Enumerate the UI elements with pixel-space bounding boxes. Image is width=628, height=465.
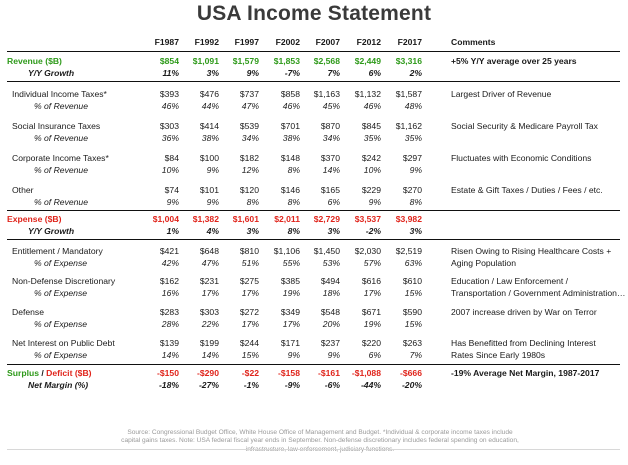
line-item-value: $1,163 (313, 89, 340, 99)
line-item-comment: Education / Law Enforcement / (451, 276, 569, 286)
surplus-label (7, 368, 92, 378)
line-item-value: $701 (280, 121, 300, 131)
line-item-label: Other (12, 185, 34, 195)
percent-value: 15% (404, 319, 422, 329)
percent-value: 22% (201, 319, 219, 329)
line-item-label: Social Insurance Taxes (12, 121, 101, 131)
percent-value: 36% (161, 133, 179, 143)
growth-value: 9% (246, 68, 259, 78)
surplus-top-rule (7, 364, 620, 365)
line-item-value: $1,106 (273, 246, 300, 256)
line-item-value: $858 (280, 89, 300, 99)
revenue-value: $1,091 (192, 56, 219, 66)
percent-value: 8% (287, 197, 300, 207)
line-item-value: $1,132 (354, 89, 381, 99)
net-margin-value: -27% (198, 380, 219, 390)
surplus-word: Surplus (7, 368, 39, 378)
percent-value: 46% (161, 101, 179, 111)
percent-value: 14% (322, 165, 340, 175)
percent-row (0, 165, 628, 178)
header-rule (7, 51, 620, 52)
line-item-value: $297 (402, 153, 422, 163)
net-margin-value: -1% (243, 380, 259, 390)
percent-value: 9% (166, 197, 179, 207)
percent-label: % of Revenue (34, 165, 88, 175)
growth-value: 11% (162, 68, 179, 78)
revenue-rule (7, 81, 620, 82)
surplus-value: -$666 (400, 368, 422, 378)
line-item-value: $1,450 (313, 246, 340, 256)
growth-value: 3% (246, 226, 259, 236)
line-item-value: $162 (159, 276, 179, 286)
line-item-value: $414 (199, 121, 219, 131)
line-item-value: $810 (239, 246, 259, 256)
percent-value: 17% (241, 319, 259, 329)
percent-value: 46% (363, 101, 381, 111)
line-item-comment: Fluctuates with Economic Conditions (451, 153, 592, 163)
percent-row (0, 133, 628, 146)
percent-value: 8% (246, 197, 259, 207)
percent-value: 47% (201, 258, 219, 268)
line-item-value: $610 (402, 276, 422, 286)
line-item-value: $648 (199, 246, 219, 256)
percent-row (0, 101, 628, 114)
year-header: F1987 (154, 37, 179, 47)
percent-value: 44% (201, 101, 219, 111)
percent-value: 53% (322, 258, 340, 268)
line-item-value: $171 (280, 338, 300, 348)
percent-value: 55% (282, 258, 300, 268)
percent-value: 34% (322, 133, 340, 143)
surplus-value: -$158 (278, 368, 300, 378)
growth-value: 3% (327, 226, 340, 236)
surplus-separator: / (39, 368, 47, 378)
percent-value: 63% (404, 258, 422, 268)
percent-value: 34% (241, 133, 259, 143)
percent-row (0, 319, 628, 332)
line-item-value: $1,587 (395, 89, 422, 99)
percent-value: 9% (206, 197, 219, 207)
line-item-value: $148 (280, 153, 300, 163)
growth-value: 6% (368, 68, 381, 78)
year-header: F2012 (356, 37, 381, 47)
line-item-value: $421 (159, 246, 179, 256)
percent-value: 17% (201, 288, 219, 298)
percent-value: 35% (404, 133, 422, 143)
surplus-value: -$161 (318, 368, 340, 378)
line-item-value: $74 (164, 185, 179, 195)
line-item-value: $231 (199, 276, 219, 286)
line-item-value: $349 (280, 307, 300, 317)
line-item-value: $283 (159, 307, 179, 317)
percent-label: % of Revenue (34, 101, 88, 111)
line-item-value: $870 (320, 121, 340, 131)
line-item-value: $146 (280, 185, 300, 195)
expense-value: $3,982 (395, 214, 422, 224)
line-item-value: $548 (320, 307, 340, 317)
growth-value: 2% (409, 68, 422, 78)
line-item-value: $272 (239, 307, 259, 317)
percent-value: 10% (161, 165, 179, 175)
line-item-value: $242 (361, 153, 381, 163)
percent-value: 57% (363, 258, 381, 268)
expense-value: $1,382 (192, 214, 219, 224)
line-item-label: Entitlement / Mandatory (12, 246, 103, 256)
footer-rule (7, 449, 620, 450)
line-item-value: $199 (199, 338, 219, 348)
line-item-value: $101 (199, 185, 219, 195)
comments-header: Comments (451, 37, 496, 47)
percent-value: 38% (282, 133, 300, 143)
line-item-value: $671 (361, 307, 381, 317)
growth-value: 1% (166, 226, 179, 236)
growth-value: 3% (409, 226, 422, 236)
percent-label: % of Revenue (34, 133, 88, 143)
line-item-value: $139 (159, 338, 179, 348)
percent-value: 42% (161, 258, 179, 268)
expense-value: $2,011 (274, 214, 300, 224)
percent-value: 28% (161, 319, 179, 329)
line-item-value: $84 (164, 153, 179, 163)
percent-row (0, 288, 628, 301)
revenue-value: $854 (159, 56, 179, 66)
year-header: F2002 (275, 37, 300, 47)
expense-rule (7, 239, 620, 240)
line-item-value: $616 (361, 276, 381, 286)
line-item-value: $220 (361, 338, 381, 348)
line-item-value: $476 (199, 89, 219, 99)
percent-value: 38% (201, 133, 219, 143)
percent-value: 6% (368, 350, 381, 360)
line-item-comment: Transportation / Government Administration… (451, 288, 626, 298)
line-item-label: Individual Income Taxes* (12, 89, 107, 99)
percent-value: 18% (322, 288, 340, 298)
percent-value: 14% (161, 350, 179, 360)
year-header: F1992 (194, 37, 219, 47)
revenue-comment: +5% Y/Y average over 25 years (451, 56, 577, 66)
net-margin-value: -9% (284, 380, 300, 390)
percent-label: % of Expense (34, 288, 88, 298)
percent-value: 45% (322, 101, 340, 111)
net-margin-row (0, 380, 628, 393)
revenue-label: Revenue ($B) (7, 56, 62, 66)
revenue-value: $2,449 (354, 56, 381, 66)
expense-label: Expense ($B) (7, 214, 62, 224)
growth-value: -7% (284, 68, 300, 78)
percent-label: % of Expense (34, 258, 88, 268)
growth-label: Y/Y Growth (28, 226, 75, 236)
percent-row (0, 197, 628, 210)
expense-value: $3,537 (354, 214, 381, 224)
line-item-value: $303 (159, 121, 179, 131)
net-margin-value: -44% (360, 380, 381, 390)
line-item-comment: 2007 increase driven by War on Terror (451, 307, 597, 317)
percent-label: % of Expense (34, 350, 88, 360)
line-item-label: Defense (12, 307, 45, 317)
line-item-value: $229 (361, 185, 381, 195)
line-item-value: $275 (239, 276, 259, 286)
table-header (0, 37, 628, 51)
revenue-value: $1,579 (232, 56, 259, 66)
percent-value: 14% (201, 350, 219, 360)
growth-label: Y/Y Growth (28, 68, 75, 78)
year-header: F2017 (397, 37, 422, 47)
percent-value: 9% (368, 197, 381, 207)
revenue-value: $1,853 (273, 56, 300, 66)
expense-top-rule (7, 210, 620, 211)
percent-value: 10% (363, 165, 381, 175)
source-footnote: Source: Congressional Budget Office, White House Office of Management and Budget. *Individual & corporate income taxes include capital gains taxes. Note: USA federal fiscal year ends in September. Non-defense discretionary includes federal spending on education, infrastructure, law enforcement, judiciary functions. (121, 429, 519, 453)
percent-row (0, 258, 628, 271)
line-item-value: $370 (320, 153, 340, 163)
line-item-value: $590 (402, 307, 422, 317)
line-item-value: $120 (239, 185, 259, 195)
percent-value: 9% (287, 350, 300, 360)
net-margin-value: -6% (324, 380, 340, 390)
line-item-label: Net Interest on Public Debt (12, 338, 115, 348)
line-item-comment: Largest Driver of Revenue (451, 89, 552, 99)
percent-value: 15% (241, 350, 259, 360)
page-title: USA Income Statement (196, 2, 432, 25)
percent-value: 19% (363, 319, 381, 329)
revenue-value: $2,568 (313, 56, 340, 66)
percent-value: 17% (241, 288, 259, 298)
percent-value: 19% (282, 288, 300, 298)
percent-value: 35% (363, 133, 381, 143)
percent-value: 8% (287, 165, 300, 175)
line-item-comment: Social Security & Medicare Payroll Tax (451, 121, 598, 131)
percent-value: 9% (327, 350, 340, 360)
percent-value: 15% (404, 288, 422, 298)
line-item-comment: Rates Since Early 1980s (451, 350, 546, 360)
surplus-comment: -19% Average Net Margin, 1987-2017 (451, 368, 600, 378)
net-margin-value: -20% (401, 380, 422, 390)
percent-label: % of Revenue (34, 197, 88, 207)
year-header: F2007 (315, 37, 340, 47)
percent-value: 17% (363, 288, 381, 298)
percent-value: 16% (161, 288, 179, 298)
line-item-value: $385 (280, 276, 300, 286)
line-item-value: $237 (320, 338, 340, 348)
line-item-value: $2,030 (354, 246, 381, 256)
line-item-value: $845 (361, 121, 381, 131)
surplus-value: -$22 (241, 368, 259, 378)
line-item-comment: Aging Population (451, 258, 516, 268)
line-item-value: $100 (199, 153, 219, 163)
line-item-comment: Risen Owing to Rising Healthcare Costs + (451, 246, 612, 256)
percent-value: 46% (282, 101, 300, 111)
percent-value: 12% (241, 165, 259, 175)
growth-value: -2% (365, 226, 381, 236)
line-item-value: $270 (402, 185, 422, 195)
percent-value: 20% (322, 319, 340, 329)
percent-value: 47% (241, 101, 259, 111)
surplus-value: -$1,088 (351, 368, 381, 378)
net-margin-label: Net Margin (%) (28, 380, 89, 390)
line-item-value: $182 (239, 153, 259, 163)
line-item-value: $263 (402, 338, 422, 348)
surplus-value: -$150 (157, 368, 179, 378)
percent-value: 8% (409, 197, 422, 207)
growth-value: 8% (287, 226, 300, 236)
line-item-value: $737 (239, 89, 259, 99)
line-item-value: $244 (239, 338, 259, 348)
percent-row (0, 350, 628, 363)
percent-value: 7% (409, 350, 422, 360)
line-item-label: Non-Defense Discretionary (12, 276, 116, 286)
line-item-value: $494 (320, 276, 340, 286)
line-item-value: $539 (239, 121, 259, 131)
expense-growth-row (0, 226, 628, 239)
line-item-comment: Estate & Gift Taxes / Duties / Fees / etc. (451, 185, 603, 195)
percent-value: 9% (206, 165, 219, 175)
line-item-label: Corporate Income Taxes* (12, 153, 109, 163)
growth-value: 7% (327, 68, 340, 78)
growth-value: 3% (206, 68, 219, 78)
line-item-value: $303 (199, 307, 219, 317)
expense-value: $1,004 (152, 214, 179, 224)
percent-value: 9% (409, 165, 422, 175)
percent-value: 17% (282, 319, 300, 329)
growth-value: 4% (206, 226, 219, 236)
percent-value: 51% (241, 258, 259, 268)
percent-value: 48% (404, 101, 422, 111)
revenue-growth-row (0, 68, 628, 81)
line-item-value: $393 (159, 89, 179, 99)
percent-label: % of Expense (34, 319, 88, 329)
line-item-value: $165 (320, 185, 340, 195)
expense-value: $1,601 (232, 214, 259, 224)
deficit-word: Deficit ($B) (46, 368, 92, 378)
net-margin-value: -18% (158, 380, 179, 390)
line-item-comment: Has Benefitted from Declining Interest (451, 338, 596, 348)
percent-value: 6% (327, 197, 340, 207)
line-item-value: $2,519 (395, 246, 422, 256)
revenue-value: $3,316 (395, 56, 422, 66)
line-item-value: $1,162 (395, 121, 422, 131)
surplus-value: -$290 (197, 368, 219, 378)
year-header: F1997 (234, 37, 259, 47)
expense-value: $2,729 (313, 214, 340, 224)
